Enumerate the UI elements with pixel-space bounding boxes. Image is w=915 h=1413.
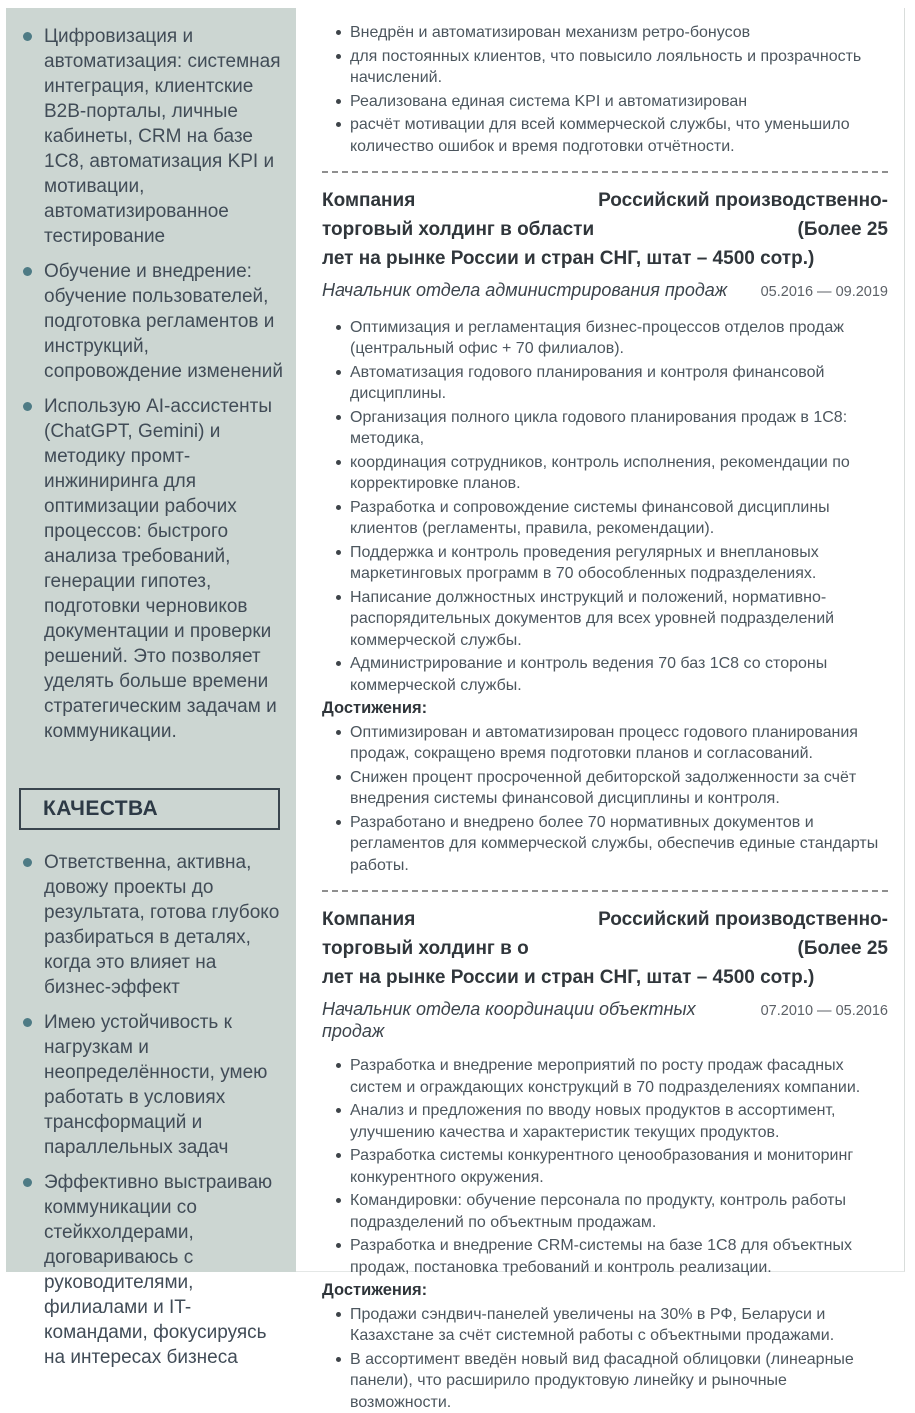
bullet-icon: [336, 325, 341, 330]
responsibility-item: [336, 1190, 888, 1233]
achievement-item: [336, 812, 888, 877]
position-row: [322, 280, 888, 304]
responsibility-text: Разработка системы конкурентного ценообразования и мониторинг конкурентного окружения.: [350, 1145, 888, 1188]
company-line: лет на рынке России и стран СНГ, штат – 4500 сотр.): [322, 963, 888, 992]
bullet-icon: [336, 1243, 341, 1248]
bullet-icon: [23, 32, 32, 41]
bullet-icon: [336, 54, 341, 59]
company-desc: торговый холдинг в о: [322, 934, 529, 963]
responsibility-text: Разработка и сопровождение системы финансовой дисциплины клиентов (регламенты, правила, рекомендации).: [350, 497, 888, 540]
achievement-item: [336, 1304, 888, 1347]
achievements-label: Достижения:: [322, 1280, 888, 1302]
company-line: [322, 215, 888, 244]
bullet-icon: [336, 730, 341, 735]
bullet-icon: [336, 122, 341, 127]
bullet-icon: [336, 505, 341, 510]
responsibility-text: Оптимизация и регламентация бизнес-процессов отделов продаж (центральный офис + 70 филиалов).: [350, 317, 888, 360]
bullet-icon: [336, 1108, 341, 1113]
skills-list: [23, 24, 286, 744]
responsibility-text: Администрирование и контроль ведения 70 баз 1С8 со стороны коммерческой службы.: [350, 653, 888, 696]
responsibility-item: [336, 407, 888, 450]
bullet-icon: [336, 550, 341, 555]
section-divider: [322, 890, 888, 892]
responsibility-item: [336, 497, 888, 540]
skill-item: [23, 259, 286, 384]
position-row: [322, 999, 888, 1042]
responsibility-item: [336, 587, 888, 652]
bullet-icon: [336, 415, 341, 420]
responsibility-item: [336, 542, 888, 585]
company-line: [322, 934, 888, 963]
employment-dates: 05.2016 — 09.2019: [761, 282, 888, 304]
achievement-text: Внедрён и автоматизирован механизм ретро-бонусов: [350, 22, 750, 44]
quality-item: [23, 1170, 286, 1370]
bullet-icon: [336, 1312, 341, 1317]
responsibility-text: Организация полного цикла годового планирования продаж в 1С8: методика,: [350, 407, 888, 450]
responsibility-text: координация сотрудников, контроль исполнения, рекомендации по корректировке планов.: [350, 452, 888, 495]
achievements-list: [322, 1304, 888, 1413]
bullet-icon: [336, 661, 341, 666]
responsibility-item: [336, 452, 888, 495]
employment-dates: 07.2010 — 05.2016: [761, 1001, 888, 1023]
bullet-icon: [336, 820, 341, 825]
quality-item: [23, 1010, 286, 1160]
skill-item: [23, 24, 286, 249]
company-desc: Российский производственно-: [598, 905, 888, 934]
achievements-list: [322, 722, 888, 877]
achievement-item: [336, 1349, 888, 1413]
section-divider: [322, 171, 888, 173]
bullet-icon: [336, 30, 341, 35]
responsibility-item: [336, 362, 888, 405]
achievement-text: В ассортимент введён новый вид фасадной облицовки (линеарные панели), что расширило продуктовую линейку и рыночные возможности.: [350, 1349, 888, 1413]
bullet-icon: [336, 99, 341, 104]
responsibility-text: Разработка и внедрение CRM-системы на базе 1С8 для объектных продаж, постановка требований и контроль реализации.: [350, 1235, 888, 1278]
skill-item-text: Обучение и внедрение: обучение пользователей, подготовка регламентов и инструкций, сопровождение изменений: [44, 259, 286, 384]
bullet-icon: [336, 1153, 341, 1158]
bullet-icon: [336, 1198, 341, 1203]
achievement-item: [336, 22, 888, 44]
bullet-icon: [336, 595, 341, 600]
responsibility-item: [336, 1145, 888, 1188]
responsibilities-list: [322, 1055, 888, 1278]
responsibility-text: Автоматизация годового планирования и контроля финансовой дисциплины.: [350, 362, 888, 405]
company-desc: (Более 25: [798, 215, 888, 244]
bullet-icon: [336, 1063, 341, 1068]
achievement-item: [336, 767, 888, 810]
skill-item: [23, 394, 286, 744]
sidebar: [6, 8, 296, 1272]
bullet-icon: [336, 370, 341, 375]
responsibility-item: [336, 317, 888, 360]
company-line: [322, 186, 888, 215]
responsibility-item: [336, 1055, 888, 1098]
achievement-text: Продажи сэндвич-панелей увеличены на 30% в РФ, Беларуси и Казахстане за счёт системной работы с объектными продажами.: [350, 1304, 888, 1347]
qualities-list: [23, 850, 286, 1370]
qualities-heading-box: [19, 788, 280, 830]
qualities-title: КАЧЕСТВА: [43, 797, 268, 821]
company-label: Компания: [322, 186, 415, 215]
company-label: Компания: [322, 905, 415, 934]
job-block-2: [322, 905, 888, 1413]
job-block-1: [322, 186, 888, 876]
bullet-icon: [336, 460, 341, 465]
responsibility-item: [336, 1100, 888, 1143]
skill-item-text: Цифровизация и автоматизация: системная интеграция, клиентские B2B-порталы, личные кабинеты, CRM на базе 1С8, автоматизация KPI и мотивации, автоматизированное тестирование: [44, 24, 286, 249]
company-desc: Российский производственно-: [598, 186, 888, 215]
experience-column: [296, 8, 905, 1272]
achievement-text: для постоянных клиентов, что повысило лояльность и прозрачность начислений.: [350, 46, 888, 89]
achievement-item: [336, 114, 888, 157]
responsibility-text: Анализ и предложения по вводу новых продуктов в ассортимент, улучшению качества и характеристик текущих продуктов.: [350, 1100, 888, 1143]
achievement-item: [336, 722, 888, 765]
responsibility-text: Написание должностных инструкций и положений, нормативно-распорядительных документов для всех уровней подразделений коммерческой службы.: [350, 587, 888, 652]
company-desc: торговый холдинг в области: [322, 215, 594, 244]
achievement-text: Снижен процент просроченной дебиторской задолженности за счёт внедрения системы финансовой дисциплины и контроля.: [350, 767, 888, 810]
responsibility-text: Поддержка и контроль проведения регулярных и внеплановых маркетинговых программ в 70 обособленных подразделениях.: [350, 542, 888, 585]
achievements-label: Достижения:: [322, 698, 888, 720]
achievement-text: Реализована единая система KPI и автоматизирован: [350, 91, 747, 113]
intro-achievements-list: [322, 22, 888, 157]
bullet-icon: [23, 858, 32, 867]
skill-item-text: Использую AI-ассистенты (ChatGPT, Gemini) и методику промт-инжиниринга для оптимизации рабочих процессов: быстрого анализа требований, генерации гипотез, подготовки черновиков документации и проверки решений. Это позволяет уделять больше времени стратегическим задачам и коммуникации.: [44, 394, 286, 744]
company-heading: [322, 186, 888, 273]
responsibility-text: Разработка и внедрение мероприятий по росту продаж фасадных систем и ограждающих конструкций в 70 подразделениях компании.: [350, 1055, 888, 1098]
bullet-icon: [23, 267, 32, 276]
achievement-text: расчёт мотивации для всей коммерческой службы, что уменьшило количество ошибок и время подготовки отчётности.: [350, 114, 888, 157]
position-title: Начальник отдела администрирования продаж: [322, 280, 727, 302]
bullet-icon: [336, 775, 341, 780]
position-title: Начальник отдела координации объектных продаж: [322, 999, 749, 1042]
responsibilities-list: [322, 317, 888, 697]
bullet-icon: [336, 1357, 341, 1362]
quality-item-text: Имею устойчивость к нагрузкам и неопределённости, умею работать в условиях трансформаций и параллельных задач: [44, 1010, 286, 1160]
responsibility-text: Командировки: обучение персонала по продукту, контроль работы подразделений по объектным продажам.: [350, 1190, 888, 1233]
company-line: лет на рынке России и стран СНГ, штат – 4500 сотр.): [322, 244, 888, 273]
quality-item-text: Эффективно выстраиваю коммуникации со стейкхолдерами, договариваюсь с руководителями, филиалами и IT-командами, фокусируясь на интересах бизнеса: [44, 1170, 286, 1370]
company-line: [322, 905, 888, 934]
responsibility-item: [336, 653, 888, 696]
bullet-icon: [23, 1178, 32, 1187]
achievement-text: Оптимизирован и автоматизирован процесс годового планирования продаж, сокращено время подготовки планов и согласований.: [350, 722, 888, 765]
achievement-item: [336, 91, 888, 113]
bullet-icon: [23, 1018, 32, 1027]
company-heading: [322, 905, 888, 992]
quality-item: [23, 850, 286, 1000]
achievement-text: Разработано и внедрено более 70 нормативных документов и регламентов для коммерческой службы, обеспечив единые стандарты работы.: [350, 812, 888, 877]
responsibility-item: [336, 1235, 888, 1278]
bullet-icon: [23, 402, 32, 411]
company-desc: (Более 25: [798, 934, 888, 963]
achievement-item: [336, 46, 888, 89]
quality-item-text: Ответственна, активна, довожу проекты до результата, готова глубоко разбираться в деталях, когда это влияет на бизнес-эффект: [44, 850, 286, 1000]
